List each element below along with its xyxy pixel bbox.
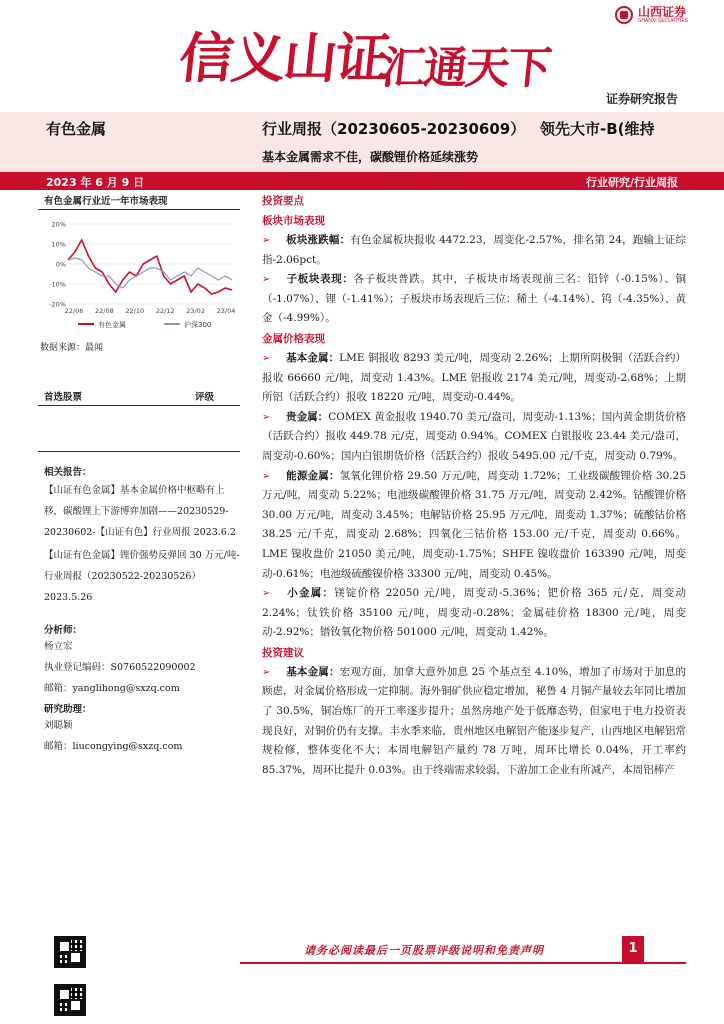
- data-source: 数据来源：最闻: [40, 343, 104, 353]
- picks-table-empty: [38, 406, 240, 452]
- paragraph-sector-change: ➢ 板块涨跌幅：有色金属板块报收 4472.23，周变化-2.57%，排名第 24，跑输上证综指-2.06pct。: [262, 231, 686, 270]
- chart-legend-label: 沪深300: [184, 321, 212, 329]
- brand-name-en: SHANXI SECURITIES: [637, 18, 688, 24]
- report-category: 行业研究/行业周报: [585, 176, 678, 189]
- title-band: [0, 112, 724, 172]
- main-content: [262, 191, 686, 780]
- related-report-2[interactable]: 【山证有色金属】锂价强势反弹回 30 万元/吨-行业周报（20230522-20230526）2023.5.26: [44, 550, 240, 603]
- report-type: 证券研究报告: [605, 92, 678, 106]
- left-sidebar: [38, 190, 240, 757]
- bullet-arrow-icon: ➢: [262, 588, 271, 600]
- report-subtitle: 基本金属需求不佳，碳酸锂价格延续涨势: [262, 150, 479, 164]
- section-investment-advice: 投资建议: [262, 646, 304, 659]
- bullet-arrow-icon: ➢: [262, 352, 271, 364]
- brand: [615, 6, 688, 24]
- chart-y-tick-label: -20%: [49, 300, 66, 309]
- chart-x-tick-label: 22/12: [155, 307, 175, 315]
- chart-y-tick-label: 20%: [51, 220, 66, 229]
- analyst-license: 执业登记编码：S0760522090002: [44, 662, 196, 673]
- related-reports-title: 相关报告：: [44, 467, 92, 478]
- chart-legend-label: 有色金属: [98, 321, 126, 329]
- sector-name: 有色金属: [46, 120, 107, 138]
- chart-x-tick-label: 23/02: [186, 307, 205, 315]
- chart-x-tick-label: 22/08: [95, 307, 114, 315]
- assistant-email[interactable]: 邮箱：liucongying@sxzq.com: [44, 741, 183, 752]
- paragraph-precious-metals: ➢ 贵金属：COMEX 黄金报收 1940.70 美元/盎司，周变动-1.13%；国内黄金期货价格（活跃合约）报收 449.78 元/克，周变动 0.94%。COMEX 白银报收 23.44 美元/盎司，周变动-0.60%；国内白银期货价格（活跃合约）报收 5495.00 元/千克，周变动 0.79%。: [262, 408, 686, 467]
- page-number: 1: [622, 936, 644, 962]
- bullet-arrow-icon: ➢: [262, 274, 271, 286]
- chart-heading: 有色金属行业近一年市场表现: [38, 190, 240, 210]
- chart-x-tick-label: 22/06: [64, 307, 84, 315]
- analyst-name: 杨立宏: [44, 641, 73, 652]
- analyst-title: 分析师：: [44, 625, 83, 636]
- related-report-1[interactable]: 【山证有色金属】基本金属价格中枢略有上移，碳酸锂上下游博弈加剧——20230529-20230602-【山证有色】行业周报 2023.6.2: [44, 485, 236, 538]
- assistant-name: 刘聪颖: [44, 720, 73, 731]
- slogan-part-2: 汇通天下: [378, 43, 553, 94]
- disclaimer-notice[interactable]: 请务必阅读最后一页股票评级说明和免责声明: [304, 944, 544, 957]
- paragraph-advice-base-metals: ➢ 基本金属：宏观方面，加拿大意外加息 25 个基点至 4.10%，增加了市场对于加息的顾虑，对金属价格形成一定抑制。海外铜矿供应稳定增加，秘鲁 4 月铜产量较去年同比增加了 30.5%，铜冶炼厂的开工率逐步提升；虽然房地产处于低靡态势，但家电于电力投资表现良好，对铜价仍有支撑。丰水季来临，贵州地区电解铝产能逐步复产，山西地区电解铝常规检修，整体变化不大；本周电解铝产量约 78 万吨，周环比增长 0.04%，开工率约 85.37%，周环比提升 0.03%。由于终端需求较弱，下游加工企业有所减产，本周铝棒产: [262, 663, 686, 781]
- chart-y-tick-label: 10%: [51, 240, 66, 249]
- chart-y-tick-label: 0%: [55, 260, 66, 269]
- paragraph-energy-metals: ➢ 能源金属：氢氧化锂价格 29.50 万元/吨，周变动 1.72%；工业级碳酸锂价格 30.25 万元/吨，周变动 5.22%；电池级碳酸锂价格 31.75 万元/吨，周变动 2.42%。钴酸锂价格 30.00 万元/吨，周变动 3.45%；电解钴价格 25.95 万元/吨，周变动 1.37%；硫酸钴价格 38.25 元/千克，周变动 2.68%；四氧化三钴价格 153.00 元/千克，周变动 0.66%。LME 镍收盘价 21050 美元/吨，周变动-1.75%；SHFE 镍收盘价 163390 元/吨，周变动-0.61%；电池级硫酸镍价格 33300 元/吨，周变动 0.45%。: [262, 467, 686, 585]
- market-chart: [38, 210, 240, 338]
- section-market-performance: 板块市场表现: [262, 215, 325, 227]
- picks-rating-label: 评级: [194, 392, 214, 403]
- page-header: [0, 0, 724, 112]
- bullet-arrow-icon: ➢: [262, 411, 271, 423]
- shanxi-securities-logo-icon: [615, 6, 633, 24]
- page-footer: [0, 936, 724, 966]
- market-chart-svg: [38, 210, 240, 338]
- assistant-title: 研究助理：: [44, 704, 92, 715]
- bullet-arrow-icon: ➢: [262, 666, 271, 678]
- slogan-part-1: 信义山证: [176, 27, 391, 90]
- footer-divider: [240, 962, 686, 964]
- bullet-arrow-icon: ➢: [262, 235, 271, 246]
- paragraph-sub-sector: ➢ 子板块表现：各子板块普跌。其中，子板块市场表现前三名：铅锌（-0.15%）、铜（-1.07%）、锂（-1.41%）；子板块市场表现后三位：稀土（-4.14%）、钨（-4.35%）、黄金（-4.99%）。: [262, 270, 686, 329]
- paragraph-minor-metals: ➢ 小金属：镁锭价格 22050 元/吨，周变动-5.36%；钯价格 365 元/克，周变动 2.24%；钛铁价格 35100 元/吨，周变动-0.28%；金属硅价格 18300 元/吨，周变动-2.92%；镨钕氧化物价格 501000 元/吨，周变动 1.42%。: [262, 584, 686, 643]
- stock-picks-header: [38, 389, 240, 406]
- picks-label: 首选股票: [44, 392, 83, 403]
- qr-code-icon: [54, 984, 86, 1016]
- date-bar: [0, 172, 724, 190]
- chart-x-tick-label: 23/04: [216, 307, 236, 315]
- chart-series-line-1: [68, 240, 232, 294]
- paragraph-base-metals: ➢ 基本金属：LME 铜报收 8293 美元/吨，周变动 2.26%；上期所阴极铜（活跃合约）报收 66660 元/吨，周变动 1.43%。LME 铝报收 2174 美元/吨，周变动-2.68%；上期所铝（活跃合约）报收 18220 元/吨，周变动-0.44%。: [262, 349, 686, 408]
- report-title: 行业周报（20230605-20230609）: [262, 120, 526, 138]
- chart-y-tick-label: -10%: [49, 280, 66, 289]
- section-investment-points: 投资要点: [262, 195, 304, 207]
- analyst-email[interactable]: 邮箱：yanglihong@sxzq.com: [44, 683, 180, 694]
- brand-name: 山西证券: [637, 5, 686, 19]
- report-date: 2023 年 6 月 9 日: [46, 176, 145, 189]
- chart-x-tick-label: 22/10: [125, 307, 145, 315]
- section-metal-prices: 金属价格表现: [262, 332, 325, 345]
- rating: 领先大市-B(维持: [540, 120, 655, 138]
- bullet-arrow-icon: ➢: [262, 470, 271, 482]
